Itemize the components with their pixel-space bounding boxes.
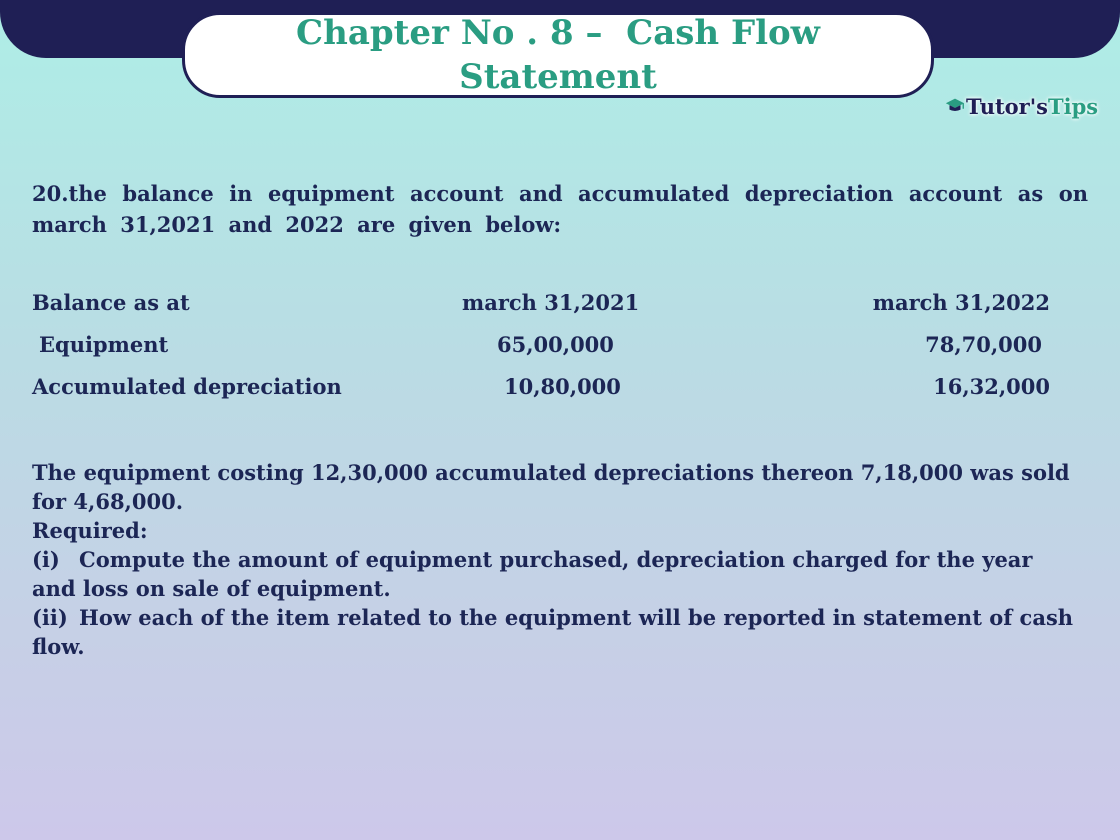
item-marker-2: (ii) xyxy=(32,605,68,630)
table-header-row xyxy=(32,290,1072,332)
item-marker-1: (i) xyxy=(32,547,60,572)
question-intro: 20.the balance in equipment account and accumulated depreciation account as on march 31,2021 and 2022 are given below: xyxy=(32,181,1088,237)
chapter-title-line-1: Chapter No . 8 – Cash Flow xyxy=(296,13,820,53)
logo-text-part2: Tips xyxy=(1048,93,1099,119)
item-text-1: Compute the amount of equipment purchased, depreciation charged for the year and loss on sale of equipment. xyxy=(32,547,1033,601)
header-balance-as-at: Balance as at xyxy=(32,290,190,315)
equipment-2022-value: 78,70,000 xyxy=(925,332,1042,357)
sale-note: The equipment costing 12,30,000 accumulated depreciations thereon 7,18,000 was sold for 4,68,000. xyxy=(32,460,1070,514)
graduation-cap-icon xyxy=(944,95,966,117)
table-row xyxy=(32,374,1072,416)
depreciation-2021-value: 10,80,000 xyxy=(504,374,621,399)
header-march-2021: march 31,2021 xyxy=(462,290,640,315)
chapter-title-line-2: Statement xyxy=(459,57,657,97)
table-row xyxy=(32,332,1072,374)
row-label-accumulated-depreciation: Accumulated depreciation xyxy=(32,374,342,399)
equipment-2021-value: 65,00,000 xyxy=(497,332,614,357)
depreciation-2022-value: 16,32,000 xyxy=(933,374,1050,399)
question-details xyxy=(32,458,1082,661)
title-banner xyxy=(182,12,934,98)
item-text-2: How each of the item related to the equipment will be reported in statement of cash flow. xyxy=(32,605,1074,659)
required-item-2 xyxy=(32,603,1082,661)
logo-text xyxy=(966,94,1098,119)
tutors-tips-logo xyxy=(944,88,1098,124)
logo-text-part1: Tutor's xyxy=(966,93,1048,119)
header-march-2022: march 31,2022 xyxy=(872,290,1050,315)
required-item-1 xyxy=(32,545,1082,603)
required-label: Required: xyxy=(32,518,148,543)
row-label-equipment: Equipment xyxy=(39,332,169,357)
balance-table xyxy=(32,290,1072,416)
